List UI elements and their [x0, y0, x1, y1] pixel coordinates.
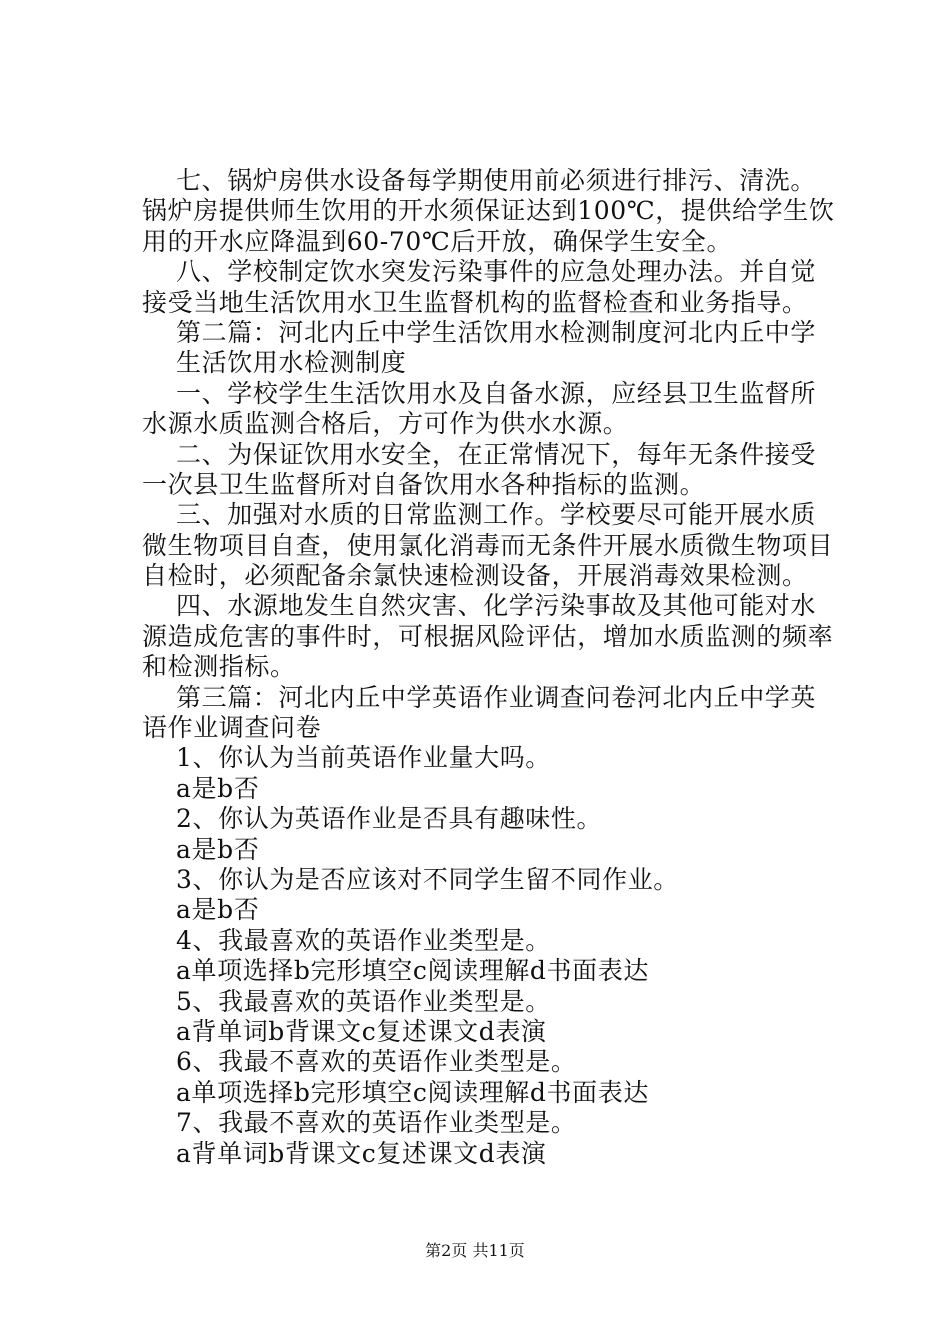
survey-options: a背单词b背课文c复述课文d表演	[176, 1138, 547, 1168]
paragraph-line: 水源水质监测合格后，方可作为供水水源。	[142, 409, 629, 439]
document-body	[142, 166, 835, 1169]
paragraph-line: 自检时，必须配备余氯快速检测设备，开展消毒效果检测。	[142, 561, 808, 591]
survey-question: 5、我最喜欢的英语作业类型是。	[176, 986, 551, 1016]
survey-options: a是b否	[176, 834, 260, 864]
paragraph-line: 接受当地生活饮用水卫生监督机构的监督检查和业务指导。	[142, 287, 808, 317]
section-heading: 第二篇：河北内丘中学生活饮用水检测制度河北内丘中学	[176, 317, 817, 347]
paragraph-line: 微生物项目自查，使用氯化消毒而无条件开展水质微生物项目	[142, 530, 834, 560]
survey-options: a是b否	[176, 895, 260, 925]
survey-options: a背单词b背课文c复述课文d表演	[176, 1016, 547, 1046]
survey-question: 4、我最喜欢的英语作业类型是。	[176, 925, 551, 955]
section-heading: 第三篇：河北内丘中学英语作业调查问卷河北内丘中学英	[176, 682, 817, 712]
section-heading: 生活饮用水检测制度	[176, 348, 407, 378]
survey-question: 3、你认为是否应该对不同学生留不同作业。	[176, 864, 679, 894]
paragraph-line: 一、学校学生生活饮用水及自备水源，应经县卫生监督所	[176, 378, 817, 408]
paragraph-line: 和检测指标。	[142, 652, 296, 682]
paragraph-line: 锅炉房提供师生饮用的开水须保证达到100℃，提供给学生饮	[142, 196, 835, 226]
survey-options: a是b否	[176, 773, 260, 803]
survey-question: 2、你认为英语作业是否具有趣味性。	[176, 804, 603, 834]
paragraph-line: 一次县卫生监督所对自备饮用水各种指标的监测。	[142, 469, 706, 499]
paragraph-line: 四、水源地发生自然灾害、化学污染事故及其他可能对水	[176, 591, 817, 621]
paragraph-line: 八、学校制定饮水突发污染事件的应急处理办法。并自觉	[176, 257, 817, 287]
paragraph-line: 源造成危害的事件时，可根据风险评估，增加水质监测的频率	[142, 621, 834, 651]
survey-options: a单项选择b完形填空c阅读理解d书面表达	[176, 956, 649, 986]
page-number-footer: 第2页 共11页	[425, 1241, 525, 1260]
paragraph-line: 七、锅炉房供水设备每学期使用前必须进行排污、清洗。	[176, 166, 817, 195]
survey-question: 7、我最不喜欢的英语作业类型是。	[176, 1108, 577, 1138]
paragraph-line: 三、加强对水质的日常监测工作。学校要尽可能开展水质	[176, 500, 817, 530]
paragraph-line: 二、为保证饮用水安全，在正常情况下，每年无条件接受	[176, 439, 817, 469]
survey-options: a单项选择b完形填空c阅读理解d书面表达	[176, 1077, 649, 1107]
survey-question: 6、我最不喜欢的英语作业类型是。	[176, 1047, 577, 1077]
survey-question: 1、你认为当前英语作业量大吗。	[176, 743, 551, 773]
paragraph-line: 用的开水应降温到60-70℃后开放，确保学生安全。	[142, 226, 733, 256]
section-heading: 语作业调查问卷	[142, 713, 322, 743]
